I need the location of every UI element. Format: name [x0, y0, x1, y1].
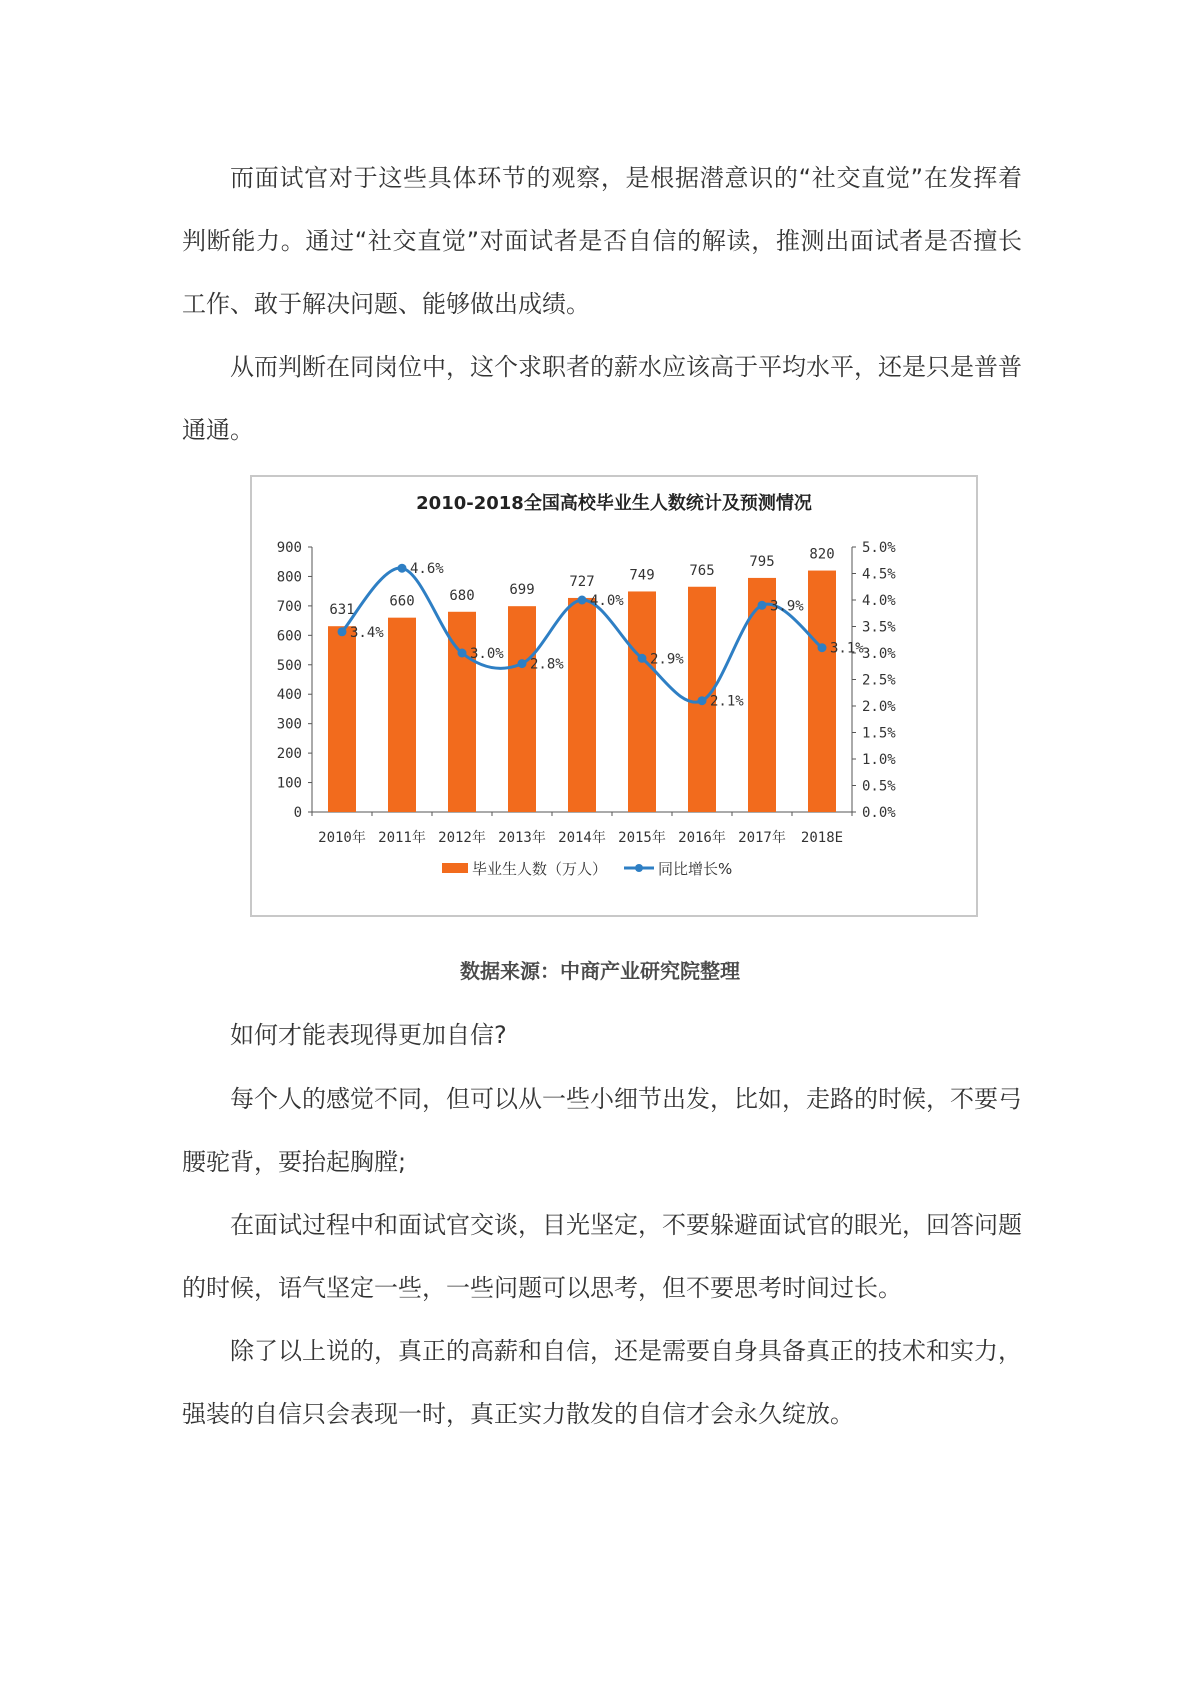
x-tick-label: 2013年 [498, 830, 546, 846]
bar [808, 571, 836, 812]
growth-point [818, 643, 827, 652]
bar [628, 591, 656, 812]
growth-value-label: 4.6% [410, 561, 444, 578]
growth-value-label: 3.1% [830, 640, 864, 657]
paragraph-1: 而面试官对于这些具体环节的观察，是根据潜意识的“社交直觉”在发挥着判断能力。通过“社交直觉”对面试者是否自信的解读，推测出面试者是否擅长工作、敢于解决问题、能够做出成绩。 [182, 164, 1022, 318]
bar-value-label: 765 [689, 562, 715, 579]
left-tick-label: 400 [276, 687, 302, 704]
paragraph-2: 从而判断在同岗位中，这个求职者的薪水应该高于平均水平，还是只是普普通通。 [182, 353, 1022, 444]
growth-point [338, 627, 347, 636]
bar-value-label: 699 [509, 582, 535, 599]
right-tick-label: 4.5% [862, 566, 896, 583]
right-tick-label: 5.0% [862, 540, 896, 556]
x-tick-label: 2010年 [318, 830, 366, 846]
bar [388, 618, 416, 812]
growth-point [758, 601, 767, 610]
left-tick-label: 300 [276, 716, 302, 733]
paragraph-5: 在面试过程中和面试官交谈，目光坚定，不要躲避面试官的眼光，回答问题的时候，语气坚定一些，一些问题可以思考，但不要思考时间过长。 [182, 1211, 1022, 1302]
right-tick-label: 1.5% [862, 725, 896, 742]
x-tick-label: 2018E [800, 830, 844, 846]
growth-value-label: 4.0% [590, 593, 624, 609]
bar-value-label: 680 [449, 587, 475, 604]
graduates-chart [252, 477, 976, 915]
left-tick-label: 500 [276, 657, 302, 674]
left-tick-label: 600 [276, 628, 302, 645]
right-tick-label: 0.5% [862, 778, 896, 795]
bar [328, 626, 356, 812]
bar-value-label: 820 [809, 546, 835, 563]
x-tick-label: 2014年 [558, 830, 606, 846]
bar-value-label: 660 [389, 593, 415, 610]
bar [568, 598, 596, 812]
paragraph-6: 除了以上说的，真正的高薪和自信，还是需要自身具备真正的技术和实力，强装的自信只会表现一时，真正实力散发的自信才会永久绽放。 [182, 1337, 1022, 1428]
left-tick-label: 700 [276, 598, 302, 615]
growth-value-label: 3.0% [470, 646, 504, 662]
legend-bar-label: 毕业生人数（万人） [472, 860, 608, 878]
legend-bar-swatch [442, 863, 468, 873]
growth-point [398, 564, 407, 573]
growth-value-label: 3.9% [770, 598, 804, 615]
growth-value-label: 2.8% [530, 656, 564, 673]
paragraph-3: 如何才能表现得更加自信? [230, 1021, 507, 1049]
growth-point [698, 696, 707, 705]
x-tick-label: 2012年 [438, 830, 486, 846]
right-tick-label: 3.5% [862, 619, 896, 636]
right-tick-label: 1.0% [862, 752, 896, 768]
right-tick-label: 4.0% [862, 593, 896, 609]
right-tick-label: 2.5% [862, 672, 896, 689]
left-tick-label: 200 [276, 746, 302, 763]
chart-container [250, 475, 978, 917]
right-tick-label: 2.0% [862, 699, 896, 715]
left-tick-label: 900 [276, 540, 302, 556]
chart-title: 2010-2018全国高校毕业生人数统计及预测情况 [416, 493, 812, 514]
growth-value-label: 3.4% [350, 624, 384, 641]
bar [508, 606, 536, 812]
growth-point [638, 654, 647, 663]
growth-point [578, 596, 587, 605]
left-tick-label: 0 [293, 805, 302, 821]
legend-line-label: 同比增长% [658, 860, 733, 878]
growth-value-label: 2.9% [650, 651, 684, 668]
x-tick-label: 2016年 [678, 830, 726, 846]
paragraph-4: 每个人的感觉不同，但可以从一些小细节出发，比如，走路的时候，不要弓腰驼背，要抬起胸膛; [182, 1085, 1022, 1176]
bar-value-label: 749 [629, 567, 655, 584]
legend-line-marker [635, 864, 643, 872]
growth-value-label: 2.1% [710, 693, 744, 710]
x-tick-label: 2011年 [378, 830, 426, 846]
bar-value-label: 795 [749, 553, 775, 570]
right-tick-label: 3.0% [862, 646, 896, 662]
x-tick-label: 2017年 [738, 830, 786, 846]
growth-point [458, 649, 467, 658]
left-tick-label: 100 [276, 775, 302, 792]
x-tick-label: 2015年 [618, 830, 666, 846]
bar-value-label: 631 [329, 602, 355, 619]
growth-point [518, 659, 527, 668]
left-tick-label: 800 [276, 569, 302, 586]
right-tick-label: 0.0% [862, 805, 896, 821]
source-caption: 数据来源：中商产业研究院整理 [460, 959, 740, 983]
bar-value-label: 727 [569, 573, 595, 590]
